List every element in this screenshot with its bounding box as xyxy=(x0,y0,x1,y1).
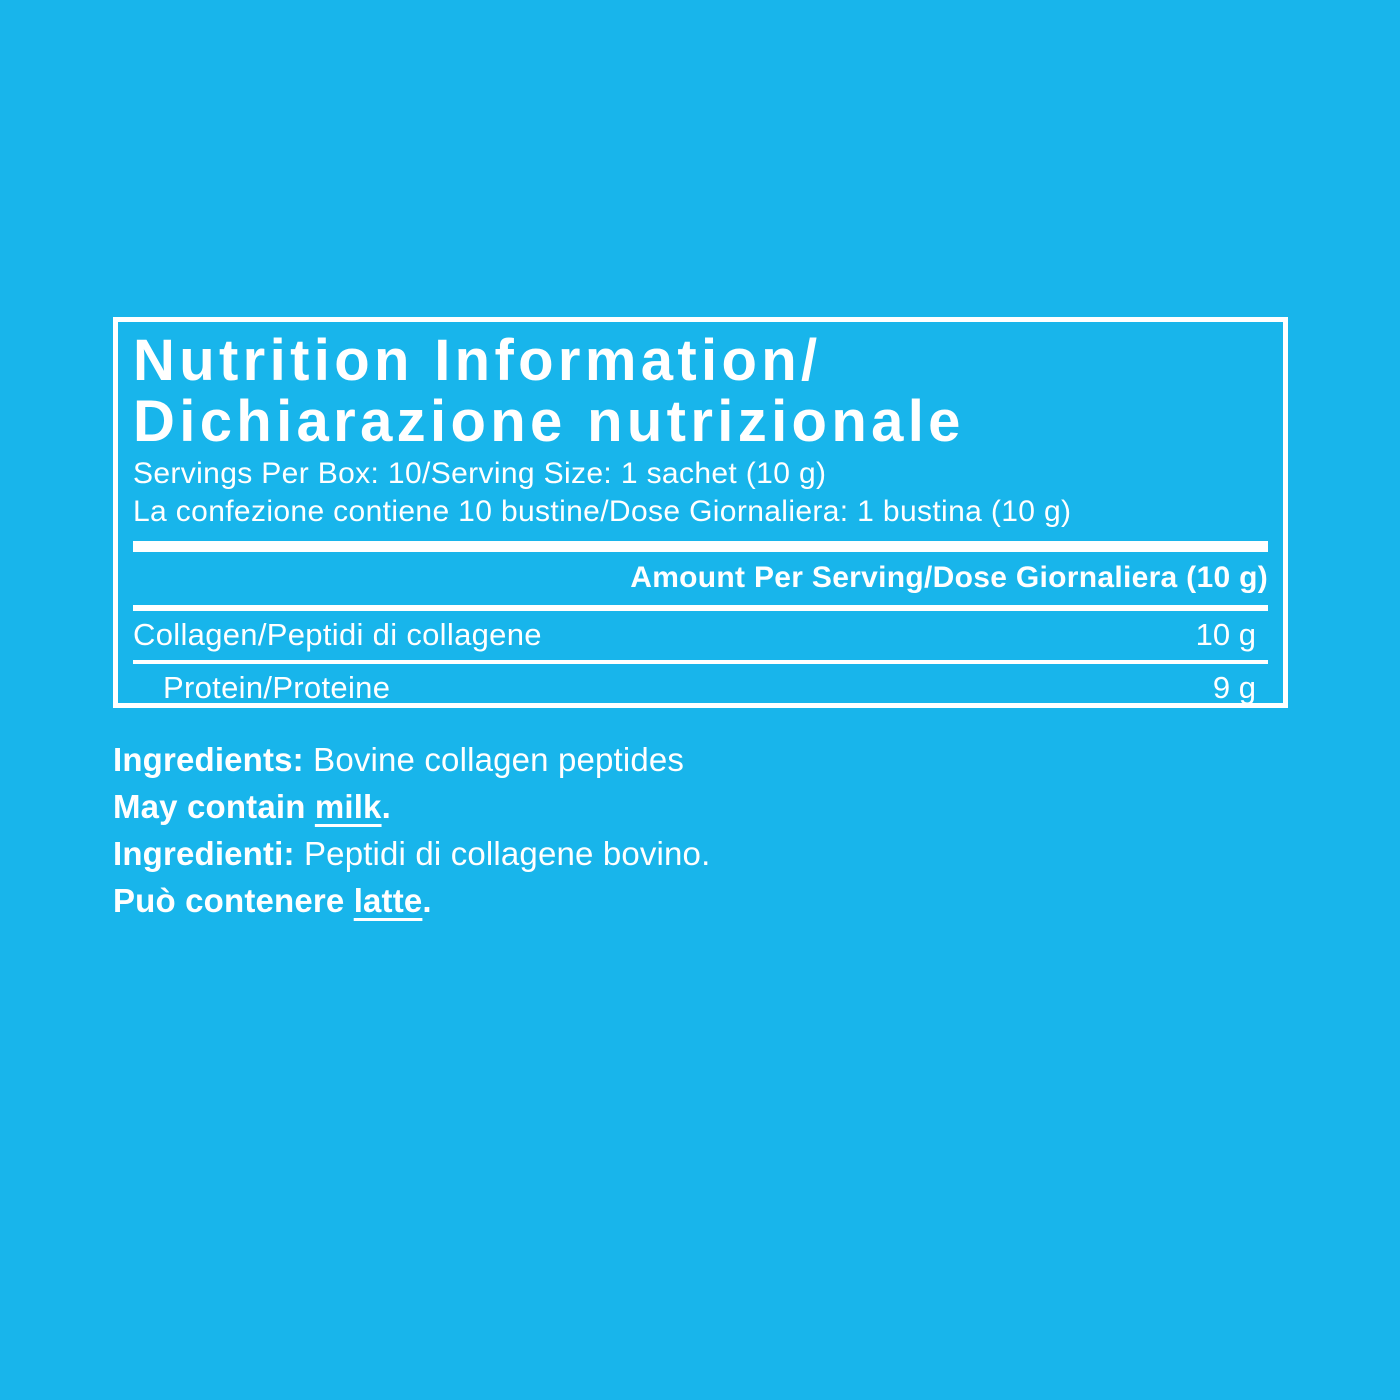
panel-title-line1: Nutrition Information/ xyxy=(133,328,822,393)
serving-info xyxy=(133,455,1268,531)
divider-thick xyxy=(133,541,1268,552)
allergen-prefix-it: Può contenere xyxy=(113,882,345,919)
nutrient-name: Protein/Proteine xyxy=(163,670,391,705)
ingredients-line-en xyxy=(113,736,1313,783)
ingredients-label-it: Ingredienti: xyxy=(113,835,295,872)
nutrient-name: Collagen/Peptidi di collagene xyxy=(133,617,542,652)
panel-title xyxy=(133,330,1268,452)
ingredients-label-en: Ingredients: xyxy=(113,741,304,778)
panel-title-line2: Dichiarazione nutrizionale xyxy=(133,389,965,454)
table-row-protein xyxy=(133,664,1268,713)
nutrient-amount: 10 g xyxy=(1195,617,1256,652)
ingredients-line-it xyxy=(113,830,1313,877)
ingredients-value-it: Peptidi di collagene bovino. xyxy=(304,835,711,872)
allergen-line-en xyxy=(113,783,1313,830)
table-row-collagen xyxy=(133,611,1268,660)
serving-info-it: La confezione contiene 10 bustine/Dose Giornaliera: 1 bustina (10 g) xyxy=(133,495,1072,528)
allergen-line-it xyxy=(113,877,1313,924)
amount-per-serving-header: Amount Per Serving/Dose Giornaliera (10 g) xyxy=(630,561,1268,594)
allergen-word-it: latte xyxy=(353,882,423,919)
ingredients-section xyxy=(113,736,1313,924)
allergen-period-en: . xyxy=(381,788,391,825)
nutrient-amount: 9 g xyxy=(1212,670,1256,705)
serving-info-en: Servings Per Box: 10/Serving Size: 1 sachet (10 g) xyxy=(133,457,827,490)
allergen-period-it: . xyxy=(422,882,432,919)
allergen-prefix-en: May contain xyxy=(113,788,306,825)
allergen-word-en: milk xyxy=(314,788,382,825)
ingredients-value-en: Bovine collagen peptides xyxy=(313,741,685,778)
nutrition-facts-panel xyxy=(113,317,1288,708)
